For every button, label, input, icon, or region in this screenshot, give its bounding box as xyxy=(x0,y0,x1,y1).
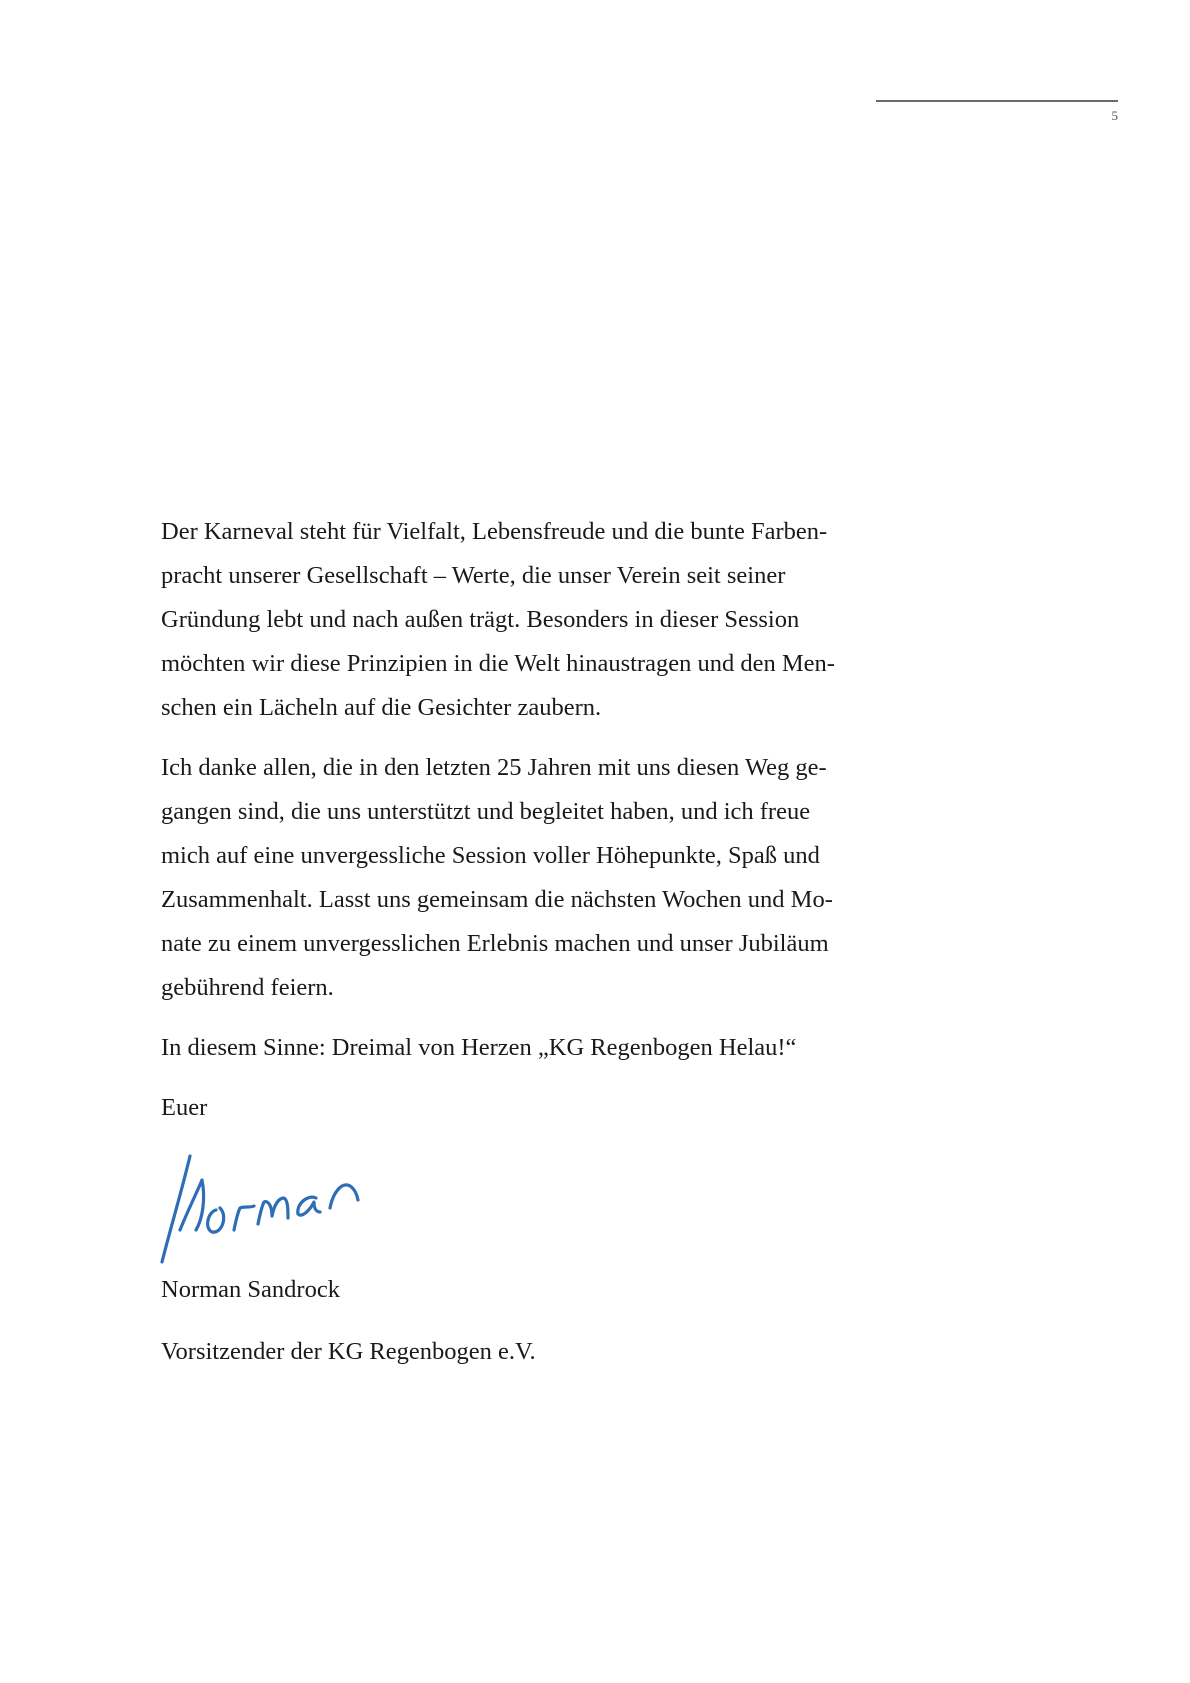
text-line: schen ein Lächeln auf die Gesichter zaubern. xyxy=(161,694,602,721)
page-number: 5 xyxy=(1111,108,1118,123)
header-rule xyxy=(876,100,1118,102)
text-line: gangen sind, die uns unterstützt und begleitet haben, und ich freue xyxy=(161,798,811,825)
paragraph-1 xyxy=(161,510,951,730)
text-line: gebührend feiern. xyxy=(161,974,334,1001)
text-line: In diesem Sinne: Dreimal von Herzen „KG Regenbogen Helau!“ xyxy=(161,1034,797,1061)
text-line: mich auf eine unvergessliche Session voller Höhepunkte, Spaß und xyxy=(161,842,820,869)
paragraph-2 xyxy=(161,746,951,1010)
letter-body xyxy=(161,510,951,1146)
text-line: möchten wir diese Prinzipien in die Welt hinaustragen und den Men- xyxy=(161,650,835,677)
signer-name: Norman Sandrock xyxy=(161,1276,340,1303)
closing-line xyxy=(161,1026,951,1070)
text-line: nate zu einem unvergesslichen Erlebnis machen und unser Jubiläum xyxy=(161,930,829,957)
text-line: Euer xyxy=(161,1094,208,1121)
text-line: Ich danke allen, die in den letzten 25 Jahren mit uns diesen Weg ge- xyxy=(161,754,827,781)
text-line: pracht unserer Gesellschaft – Werte, die unser Verein seit seiner xyxy=(161,562,786,589)
text-line: Gründung lebt und nach außen trägt. Besonders in dieser Session xyxy=(161,606,800,633)
text-line: Zusammenhalt. Lasst uns gemeinsam die nächsten Wochen und Mo- xyxy=(161,886,833,913)
signer-role: Vorsitzender der KG Regenbogen e.V. xyxy=(161,1338,536,1365)
handwritten-signature xyxy=(158,1150,408,1265)
text-line: Der Karneval steht für Vielfalt, Lebensfreude und die bunte Farben- xyxy=(161,518,828,545)
salutation xyxy=(161,1086,951,1130)
